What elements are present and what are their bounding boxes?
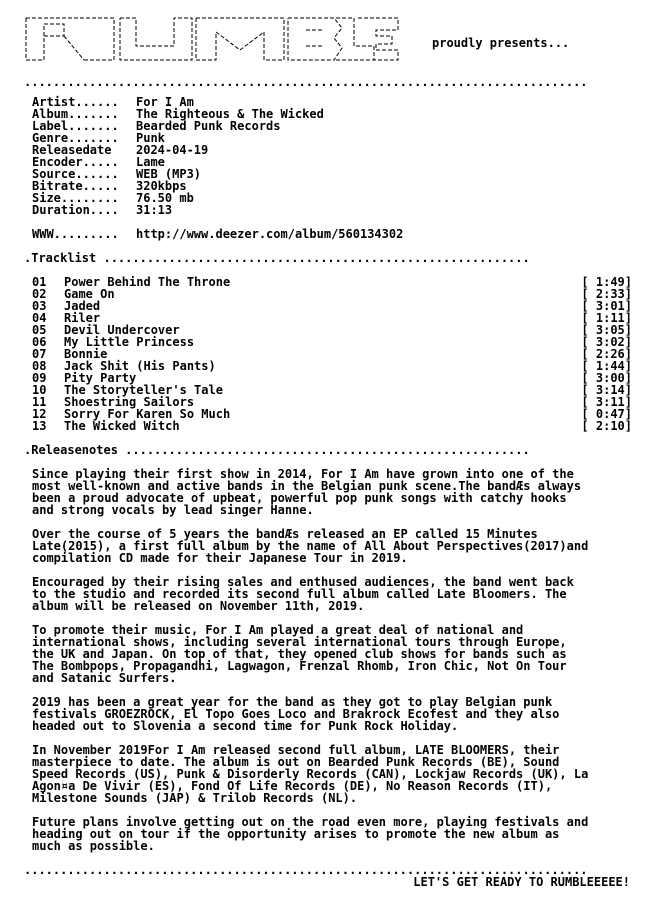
track-title: Devil Undercover	[64, 323, 180, 337]
info-size: Size........ 76.50 mb	[32, 191, 194, 205]
track-num: 06	[32, 335, 47, 349]
footer-tagline: LET'S GET READY TO RUMBLEEEEE!	[413, 875, 630, 889]
info-encoder: Encoder..... Lame	[32, 155, 165, 169]
track-num: 01	[32, 275, 47, 289]
info-source: Source...... WEB (MP3)	[32, 167, 202, 181]
divider: ..............................................................................	[24, 76, 588, 88]
track-title: Pity Party	[64, 371, 137, 385]
releasenote-paragraph: To promote their music, For I Am played a great deal of national and international shows, including several international tours through Europe, the UK and Japan. On top of that, they opened club shows for bands such as The Bombpops, Propagandhi, Lagwagon, Frenzal Rhomb, Iron Chic, Not On Tour and Satanic Surfers.	[32, 623, 567, 685]
track-dur: [ 3:00]	[581, 371, 632, 385]
track-title: My Little Princess	[64, 335, 195, 349]
track-num: 05	[32, 323, 47, 337]
track-title: Jaded	[64, 299, 101, 313]
track-title: Power Behind The Throne	[64, 275, 231, 289]
track-dur: [ 1:11]	[581, 311, 632, 325]
info-releasedate: Releasedate 2024-04-19	[32, 143, 209, 157]
track-dur: [ 0:47]	[581, 407, 632, 421]
track-dur: [ 3:02]	[581, 335, 632, 349]
track-dur: [ 3:14]	[581, 383, 632, 397]
track-num: 13	[32, 419, 47, 433]
releasenote-paragraph: Encouraged by their rising sales and enthused audiences, the band went back to the studio and recorded its second full album called Late Bloomers. The album will be released on November 11th, 2019.	[32, 575, 574, 613]
tracklist-heading: .Tracklist ...........................................................	[24, 252, 530, 264]
track-title: Sorry For Karen So Much	[64, 407, 231, 421]
track-num: 03	[32, 299, 47, 313]
track-num: 08	[32, 359, 47, 373]
info-bitrate: Bitrate..... 320kbps	[32, 179, 187, 193]
info-www: WWW......... http://www.deezer.com/album/560134302	[32, 227, 404, 241]
track-dur: [ 2:10]	[581, 419, 632, 433]
track-title: Jack Shit (His Pants)	[64, 359, 216, 373]
track-row	[32, 276, 632, 288]
track-dur: [ 2:26]	[581, 347, 632, 361]
www-link[interactable]: http://www.deezer.com/album/560134302	[136, 227, 404, 241]
info-album: Album....... The Righteous & The Wicked	[32, 107, 324, 121]
track-dur: [ 3:11]	[581, 395, 632, 409]
track-num: 12	[32, 407, 47, 421]
info-duration: Duration.... 31:13	[32, 203, 173, 217]
releasenote-paragraph: Over the course of 5 years the bandÆs released an EP called 15 Minutes Late(2015), a first full album by the name of All About Perspectives(2017)and compilation CD made for their Japanese Tour in 2019.	[32, 527, 589, 565]
track-title: Shoestring Sailors	[64, 395, 195, 409]
track-row	[32, 300, 632, 312]
track-num: 07	[32, 347, 47, 361]
releasenote-paragraph: Future plans involve getting out on the road even more, playing festivals and heading out on tour if the opportunity arises to promote the new album as much as possible.	[32, 815, 589, 853]
track-title: Game On	[64, 287, 115, 301]
info-genre: Genre....... Punk	[32, 131, 165, 145]
track-dur: [ 3:05]	[581, 323, 632, 337]
releasenote-paragraph: In November 2019For I Am released second full album, LATE BLOOMERS, their masterpiece to date. The album is out on Bearded Punk Records (BE), Sound Speed Records (US), Punk & Disorderly Records (CAN), Lockjaw Records (UK), La Agon¤a De Vivir (ES), Fond Of Life Records (DE), No Reason Records (IT), Milestone Sounds (JAP) & Trilob Records (NL).	[32, 743, 589, 805]
track-row	[32, 288, 632, 300]
track-num: 02	[32, 287, 47, 301]
rumble-ascii-logo	[24, 16, 400, 64]
track-row	[32, 336, 632, 348]
divider-footer: ..............................................................................	[24, 864, 588, 876]
releasenotes-heading: .Releasenotes ........................................................	[24, 444, 530, 456]
track-num: 04	[32, 311, 47, 325]
info-artist: Artist...... For I Am	[32, 95, 194, 109]
track-dur: [ 1:49]	[581, 275, 632, 289]
track-row	[32, 420, 632, 432]
track-dur: [ 1:44]	[581, 359, 632, 373]
track-title: The Storyteller's Tale	[64, 383, 223, 397]
track-title: Riler	[64, 311, 101, 325]
track-dur: [ 3:01]	[581, 299, 632, 313]
releasenote-paragraph: 2019 has been a great year for the band as they got to play Belgian punk festivals GROEZROCK, El Topo Goes Loco and Brakrock Ecofest and they also headed out to Slovenia a second time for Punk Rock Holiday.	[32, 695, 560, 733]
track-title: Bonnie	[64, 347, 108, 361]
track-num: 11	[32, 395, 47, 409]
presents-text: proudly presents...	[432, 36, 570, 50]
track-title: The Wicked Witch	[64, 419, 180, 433]
info-label: Label....... Bearded Punk Records	[32, 119, 281, 133]
track-num: 09	[32, 371, 47, 385]
track-dur: [ 2:33]	[581, 287, 632, 301]
track-num: 10	[32, 383, 47, 397]
releasenote-paragraph: Since playing their first show in 2014, For I Am have grown into one of the most well-known and active bands in the Belgian punk scene.The bandÆs always been a proud advocate of upbeat, powerful pop punk songs with catchy hooks and strong vocals by lead singer Hanne.	[32, 467, 582, 517]
